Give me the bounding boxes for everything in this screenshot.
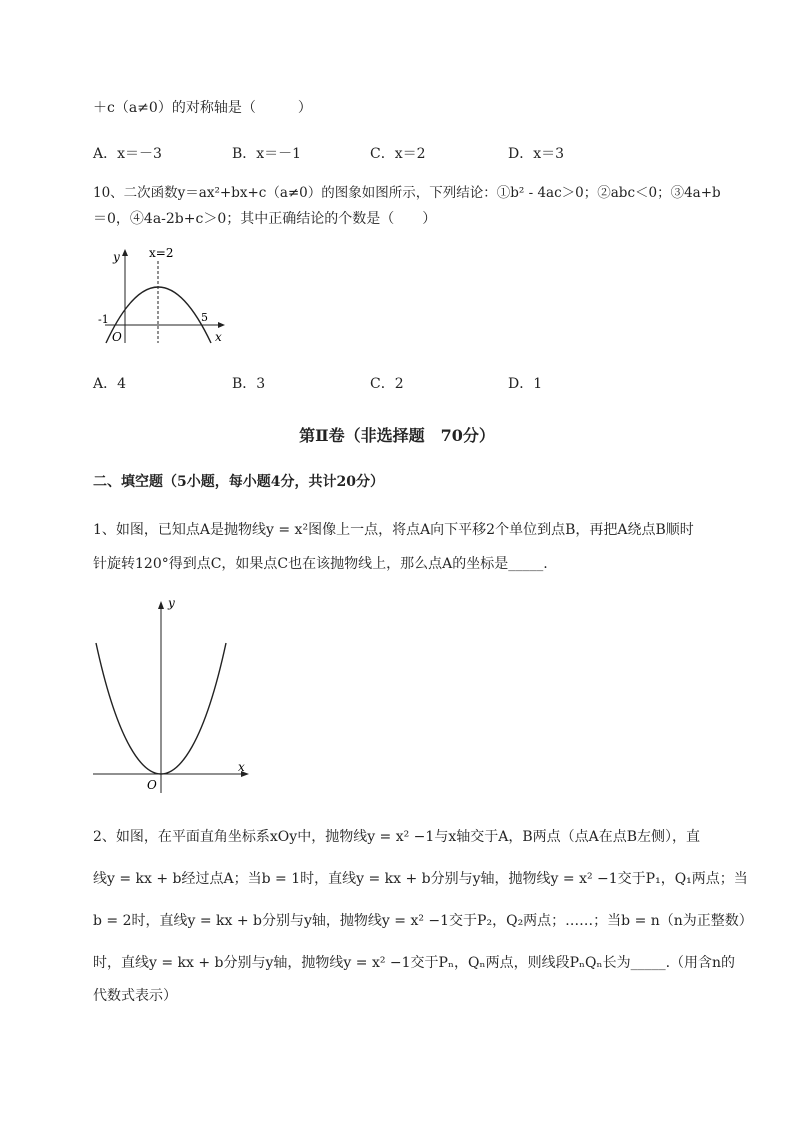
q9-option-a: A．x＝－3 bbox=[93, 146, 162, 162]
part2-title: 第Ⅱ卷（非选择题 70分） bbox=[299, 426, 495, 445]
q10-pos-label: 5 bbox=[201, 311, 208, 324]
q10-neg-label: -1 bbox=[98, 313, 109, 326]
q10-origin-label: O bbox=[112, 330, 122, 344]
q10-axis-label: x=2 bbox=[149, 246, 174, 260]
q10-y-label: y bbox=[113, 250, 120, 264]
q9-stem-tail: ＋c（a≠0）的对称轴是（ ） bbox=[93, 100, 312, 116]
fill2-line4: 时，直线y = kx + b分别与y轴，抛物线y = x² −1交于Pₙ，Qₙ两点，则线段PₙQₙ长为_____.（用含n的 bbox=[93, 955, 736, 971]
fill1-parabola-graph bbox=[88, 595, 258, 795]
q9-option-c: C．x＝2 bbox=[370, 146, 426, 162]
fill2-line1: 2、如图，在平面直角坐标系xOy中，抛物线y = x² −1与x轴交于A，B两点（点A在点B左侧），直 bbox=[93, 829, 701, 845]
fill2-line5: 代数式表示） bbox=[93, 988, 177, 1004]
q9-option-b: B．x＝－1 bbox=[232, 146, 302, 162]
q9-option-d: D．x＝3 bbox=[508, 146, 565, 162]
section-heading: 二、填空题（5小题，每小题4分，共计20分） bbox=[93, 474, 384, 490]
q10-parabola-graph bbox=[93, 243, 233, 348]
q10-y-arrow bbox=[122, 249, 128, 256]
q10-x-label: x bbox=[215, 330, 222, 344]
fill2-line3: b = 2时，直线y = kx + b分别与y轴，抛物线y = x² −1交于P₂，Q₂两点；……；当b = n（n为正整数） bbox=[93, 913, 753, 929]
q10-option-d: D．1 bbox=[508, 376, 543, 392]
fill1-x-label: x bbox=[238, 760, 245, 774]
fill1-origin-label: O bbox=[147, 778, 157, 792]
fill1-line1: 1、如图，已知点A是抛物线y = x²图像上一点，将点A向下平移2个单位到点B，再把A绕点B顺时 bbox=[93, 522, 694, 538]
q10-stem-line2: ＝0，④4a-2b+c＞0；其中正确结论的个数是（ ） bbox=[93, 211, 437, 227]
q10-option-b: B．3 bbox=[232, 376, 266, 392]
q10-stem-line1: 10、二次函数y＝ax²+bx+c（a≠0）的图象如图所示，下列结论：①b² - 4ac＞0；②abc＜0；③4a+b bbox=[93, 185, 721, 201]
fill1-y-arrow bbox=[158, 601, 164, 609]
fill2-line2: 线y = kx + b经过点A；当b = 1时，直线y = kx + b分别与y轴，抛物线y = x² −1交于P₁，Q₁两点；当 bbox=[93, 871, 748, 887]
fill1-y-label: y bbox=[168, 596, 175, 610]
q10-option-c: C．2 bbox=[370, 376, 404, 392]
q10-option-a: A．4 bbox=[93, 376, 127, 392]
fill1-line2: 针旋转120°得到点C，如果点C也在该抛物线上，那么点A的坐标是_____. bbox=[93, 556, 548, 572]
q10-x-arrow bbox=[218, 322, 225, 328]
